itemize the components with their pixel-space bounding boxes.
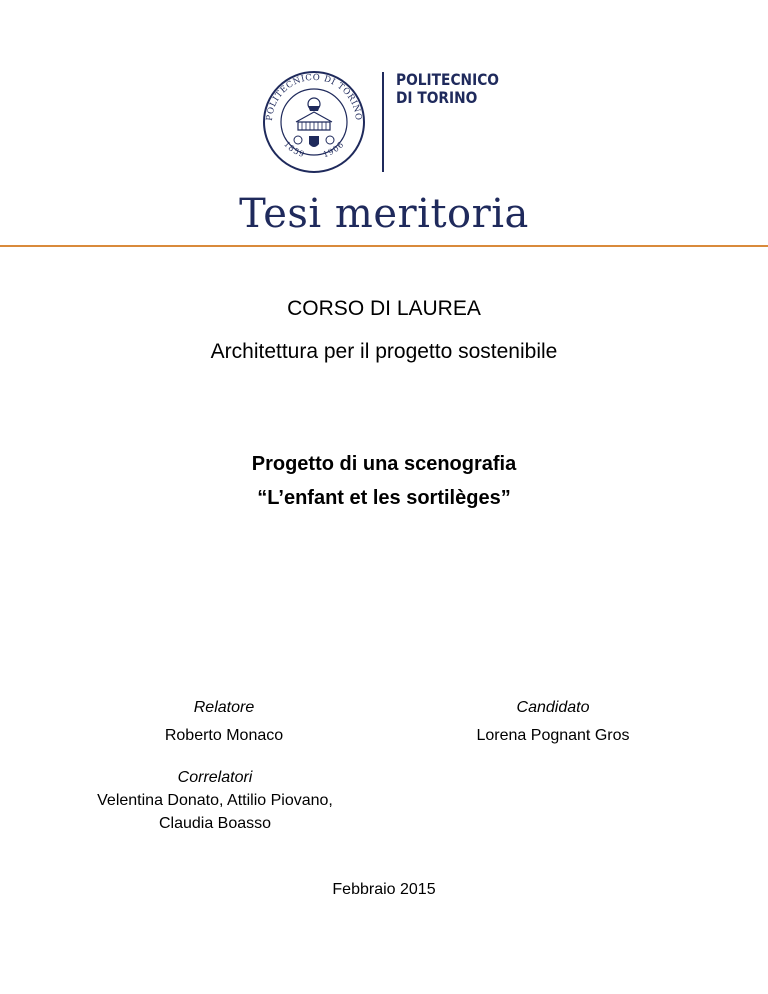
header-divider-line [0,245,768,247]
thesis-title: Progetto di una scenografia [251,453,517,475]
svg-text:POLITECNICO DI TORINO [265,73,363,121]
seal-year-start: 1859 [282,139,307,160]
institution-wordmark [396,71,499,107]
institution-line-2: DI TORINO [396,88,478,107]
correlatori-label: Correlatori [177,769,253,786]
relatore-name: Roberto Monaco [164,727,284,744]
relatore-label: Relatore [193,699,255,716]
course-name: Architettura per il progetto sostenibile [210,340,558,363]
svg-text:1859 [282,140,306,160]
correlatori-names-line-2: Claudia Boasso [158,815,272,832]
seal-year-end: 1906 [321,139,346,160]
svg-text:1906 [322,140,346,160]
seal-arc-text: POLITECNICO DI TORINO [264,72,364,122]
logo-divider [382,72,384,172]
candidato-name: Lorena Pognant Gros [476,727,630,744]
correlatori-names-line-1: Velentina Donato, Attilio Piovano, [97,792,333,809]
candidato-label: Candidato [516,699,590,716]
university-seal-icon [258,70,370,174]
submission-date: Febbraio 2015 [332,881,436,898]
institution-line-1: POLITECNICO [396,70,499,89]
series-title: Tesi meritoria [239,191,529,237]
course-label: CORSO DI LAUREA [287,297,481,320]
thesis-subtitle: “L’enfant et les sortilèges” [257,487,511,509]
university-logo [258,70,518,174]
